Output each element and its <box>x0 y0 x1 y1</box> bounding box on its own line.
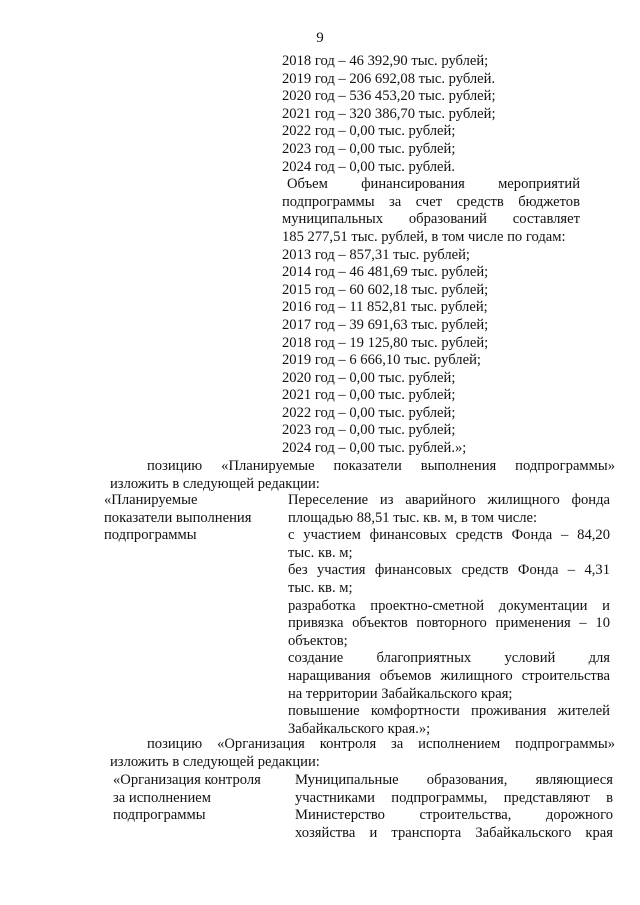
position-line: позицию «Организация контроля за исполнением подпрограммы» <box>147 736 615 752</box>
municipal-paragraph-line: муниципальных образований составляет <box>282 211 580 228</box>
content-line: на территории Забайкальского края; <box>288 685 513 702</box>
finance-line: 2023 год – 0,00 тыс. рублей; <box>282 422 456 439</box>
content-line: наращивания объемов жилищного строительства <box>288 667 610 684</box>
indicators-label <box>104 492 284 545</box>
content-line: хозяйства и транспорта Забайкальского края <box>295 824 613 841</box>
finance-line: 2019 год – 206 692,08 тыс. рублей. <box>282 70 496 87</box>
content-line: повышение комфортности проживания жителей <box>288 703 610 720</box>
content-line: Забайкальского края.»; <box>288 720 431 737</box>
finance-line: 2021 год – 320 386,70 тыс. рублей; <box>282 105 496 122</box>
finance-line: 2018 год – 46 392,90 тыс. рублей; <box>282 53 489 69</box>
finance-line: 2021 год – 0,00 тыс. рублей; <box>282 387 456 404</box>
finance-line: 2024 год – 0,00 тыс. рублей. <box>282 158 455 175</box>
label-line: показатели выполнения <box>104 509 252 526</box>
finance-line: 2015 год – 60 602,18 тыс. рублей; <box>282 281 489 298</box>
content-line: тыс. кв. м; <box>288 544 353 561</box>
content-line: создание благоприятных условий для <box>288 650 610 667</box>
control-content <box>295 772 613 842</box>
municipal-paragraph-line: Объем финансирования мероприятий <box>287 176 580 193</box>
content-line: привязка объектов повторного применения – 10 <box>288 615 610 632</box>
content-line: объектов; <box>288 632 348 649</box>
content-line: разработка проектно-сметной документации и <box>288 597 610 614</box>
financing-by-year <box>282 53 582 458</box>
content-line: без участия финансовых средств Фонда – 4,31 <box>288 562 610 579</box>
content-line: Муниципальные образования, являющиеся <box>295 772 613 788</box>
content-line: участниками подпрограммы, представляют в <box>295 789 613 806</box>
position-line: позицию «Планируемые показатели выполнения подпрограммы» <box>147 458 615 474</box>
finance-line: 2014 год – 46 481,69 тыс. рублей; <box>282 264 489 281</box>
finance-line: 2017 год – 39 691,63 тыс. рублей; <box>282 316 489 333</box>
content-line: тыс. кв. м; <box>288 579 353 596</box>
position-line: изложить в следующей редакции: <box>110 475 320 492</box>
position-line: изложить в следующей редакции: <box>110 753 320 770</box>
finance-line: 2020 год – 536 453,20 тыс. рублей; <box>282 88 496 105</box>
finance-line: 2023 год – 0,00 тыс. рублей; <box>282 140 456 157</box>
label-line: за исполнением <box>113 789 211 806</box>
position-paragraph-indicators <box>110 458 615 493</box>
label-line: «Организация контроля <box>113 772 261 788</box>
finance-line: 2024 год – 0,00 тыс. рублей.»; <box>282 440 467 457</box>
finance-line: 2020 год – 0,00 тыс. рублей; <box>282 369 456 386</box>
municipal-paragraph-line: подпрограммы за счет средств бюджетов <box>282 193 580 210</box>
municipal-paragraph-line: 185 277,51 тыс. рублей, в том числе по годам: <box>282 228 566 245</box>
position-paragraph-control <box>110 736 615 771</box>
label-line: «Планируемые <box>104 492 198 508</box>
label-line: подпрограммы <box>113 807 206 824</box>
finance-line: 2018 год – 19 125,80 тыс. рублей; <box>282 334 489 351</box>
page-number: 9 <box>316 30 324 46</box>
content-line: Министерство строительства, дорожного <box>295 807 613 824</box>
content-line: площадью 88,51 тыс. кв. м, в том числе: <box>288 509 538 526</box>
finance-line: 2022 год – 0,00 тыс. рублей; <box>282 123 456 140</box>
control-label <box>113 772 288 825</box>
indicators-content <box>288 492 610 738</box>
content-line: с участием финансовых средств Фонда – 84,20 <box>288 527 610 544</box>
finance-line: 2022 год – 0,00 тыс. рублей; <box>282 404 456 421</box>
content-line: Переселение из аварийного жилищного фонда <box>288 492 610 508</box>
finance-line: 2013 год – 857,31 тыс. рублей; <box>282 246 470 263</box>
finance-line: 2016 год – 11 852,81 тыс. рублей; <box>282 299 488 316</box>
finance-line: 2019 год – 6 666,10 тыс. рублей; <box>282 352 481 369</box>
label-line: подпрограммы <box>104 527 197 544</box>
